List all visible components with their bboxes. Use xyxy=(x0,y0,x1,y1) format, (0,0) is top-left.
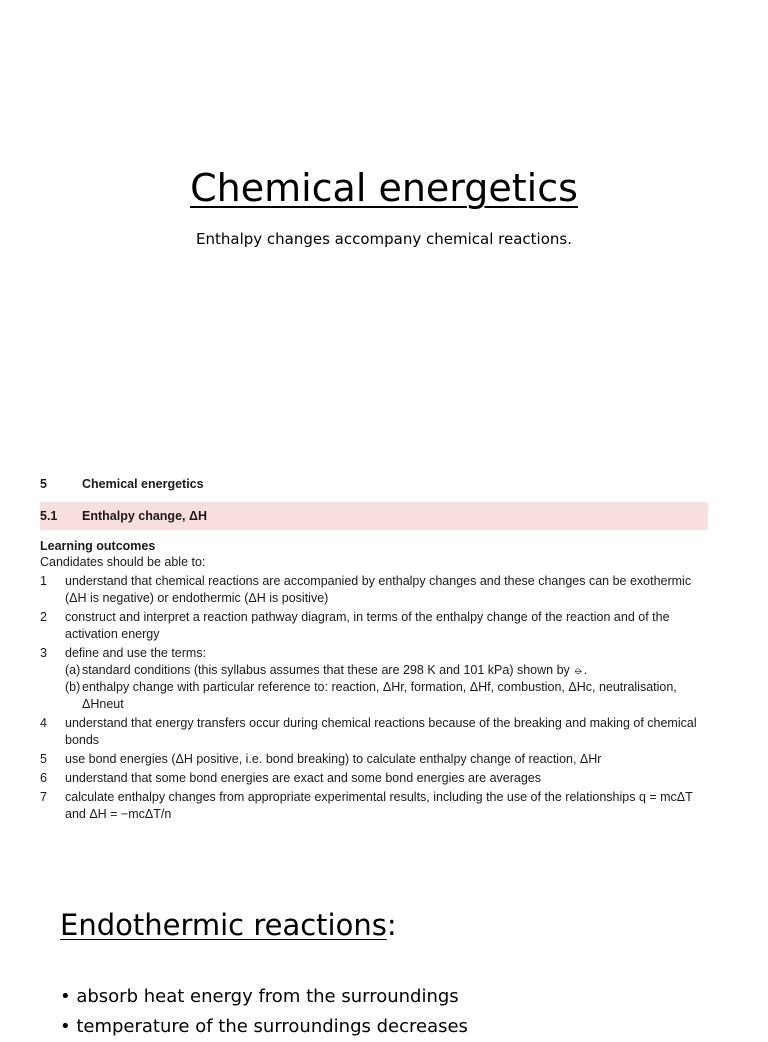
bullet-item: • temperature of the surroundings decreases xyxy=(60,1016,468,1037)
subitem-letter: (b) xyxy=(65,680,81,694)
outcome-number: 5 xyxy=(40,752,47,766)
bullet-item: • absorb heat energy from the surroundings xyxy=(60,986,459,1007)
outcome-item xyxy=(40,770,708,787)
subsection-number: 5.1 xyxy=(40,509,58,523)
endothermic-bullets xyxy=(60,982,468,1042)
syllabus-subsection-heading xyxy=(40,502,708,530)
subitem-text: standard conditions (this syllabus assumes that these are 298 K and 101 kPa) shown by ⦵. xyxy=(82,663,588,677)
syllabus-section-heading xyxy=(40,474,708,494)
outcome-number: 1 xyxy=(40,574,47,588)
outcome-item xyxy=(40,609,708,643)
outcome-subitem xyxy=(65,662,708,679)
section-number: 5 xyxy=(40,477,47,491)
outcome-item xyxy=(40,645,708,662)
outcome-text: understand that chemical reactions are accompanied by enthalpy changes and these changes can be exothermic (ΔH is negative) or endothermic (ΔH is positive) xyxy=(65,574,692,605)
outcome-number: 4 xyxy=(40,716,47,730)
outcome-item xyxy=(40,751,708,768)
subsection-title: Enthalpy change, ΔH xyxy=(82,509,207,523)
outcome-item xyxy=(40,573,708,607)
outcome-text: construct and interpret a reaction pathway diagram, in terms of the enthalpy change of the reaction and of the activation energy xyxy=(65,610,670,641)
outcome-item xyxy=(40,789,708,823)
learning-outcomes-intro: Candidates should be able to: xyxy=(40,555,206,569)
outcome-text: understand that some bond energies are exact and some bond energies are averages xyxy=(65,771,542,785)
endothermic-heading-colon: : xyxy=(386,908,397,942)
slide-title: Chemical energetics xyxy=(190,166,578,210)
syllabus-excerpt xyxy=(40,474,708,823)
outcome-subitem xyxy=(65,679,708,713)
subitem-text: enthalpy change with particular reference to: reaction, ΔHr, formation, ΔHf, combustion, ΔHc, neutralisation, ΔHneut xyxy=(82,680,677,711)
outcome-number: 3 xyxy=(40,646,47,660)
outcome-text: calculate enthalpy changes from appropriate experimental results, including the use of the relationships q = mcΔT and ΔH = −mcΔT/n xyxy=(65,790,693,821)
endothermic-heading xyxy=(60,908,397,942)
outcome-number: 2 xyxy=(40,610,47,624)
learning-outcomes-heading: Learning outcomes xyxy=(40,539,156,553)
endothermic-heading-text: Endothermic reactions xyxy=(60,908,387,942)
slide-subtitle: Enthalpy changes accompany chemical reactions. xyxy=(196,230,572,248)
subitem-letter: (a) xyxy=(65,663,81,677)
outcome-text: define and use the terms: xyxy=(65,646,207,660)
section-title: Chemical energetics xyxy=(82,477,204,491)
outcome-number: 7 xyxy=(40,790,47,804)
outcome-text: understand that energy transfers occur during chemical reactions because of the breaking and making of chemical bonds xyxy=(65,716,697,747)
outcome-item xyxy=(40,715,708,749)
outcome-number: 6 xyxy=(40,771,47,785)
outcome-text: use bond energies (ΔH positive, i.e. bond breaking) to calculate enthalpy change of reaction, ΔHr xyxy=(65,752,602,766)
